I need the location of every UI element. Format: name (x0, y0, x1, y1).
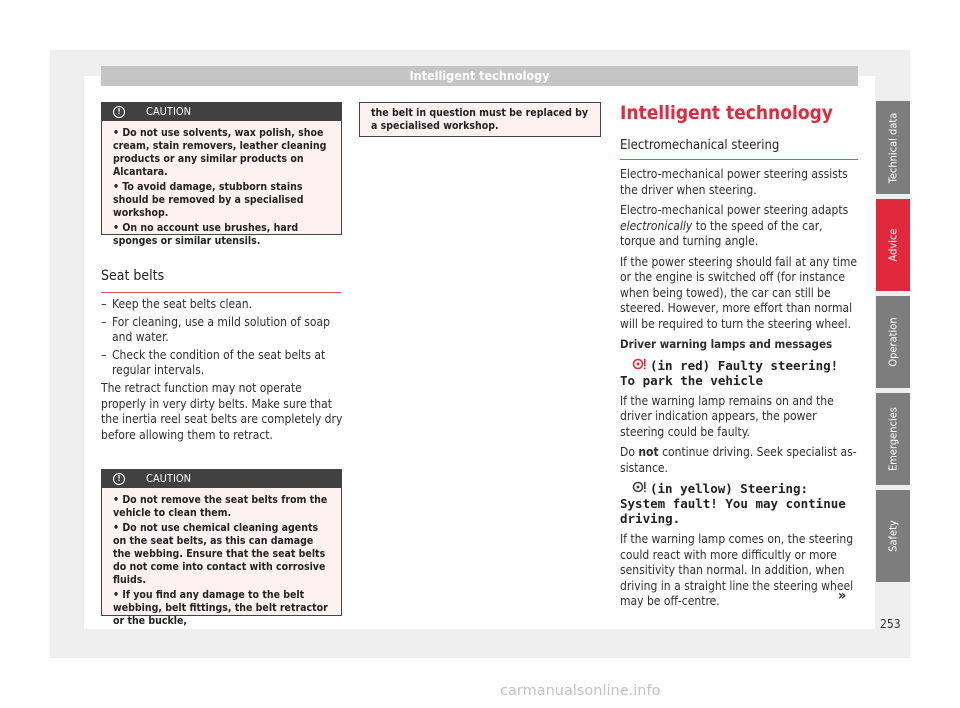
caution-box-continued (359, 102, 601, 137)
caution-body (102, 121, 341, 256)
warning-lamps-heading: Driver warning lamps and messages (620, 337, 833, 351)
paragraph: Electro-mechanical power steering adapts electronically to the speed of the car, torque and turning angle. (620, 203, 849, 248)
running-header: Intelligent technology (101, 66, 858, 86)
paragraph: If the warning lamp remains on and the driver indication appears, the power steering could be faulty. (620, 393, 834, 439)
caution-body (102, 488, 341, 636)
caution-item: • On no account use brushes, hard sponges or similar utensils. (113, 222, 299, 247)
caution-item: • If you find any damage to the belt webbing, belt fittings, the belt retractor or the buckle, (113, 589, 328, 627)
tab-advice[interactable]: Advice (876, 199, 910, 291)
seat-belt-care-list (101, 297, 341, 381)
list-item: – For cleaning, use a mild solution of soap and water. (101, 314, 330, 344)
page-number: 253 (880, 617, 901, 631)
caution-item: • Do not remove the seat belts from the vehicle to clean them. (113, 494, 328, 519)
chapter-title: Intelligent technology (620, 102, 833, 124)
caution-item: • Do not use solvents, wax polish, shoe cream, stain removers, leather cleaning products or any similar products on Alcantara. (113, 127, 327, 178)
red-warning-message: (in red) Faulty steering! To park the vehicle (620, 357, 839, 388)
list-item: – Keep the seat belts clean. (101, 297, 252, 311)
caution-item: • To avoid damage, stubborn stains should be removed by a specialised workshop. (113, 181, 304, 219)
exclamation-icon: ! (113, 106, 125, 118)
retract-paragraph: The retract function may not operate properly in very dirty belts. Make sure that the inertia reel seat belts are completely dry before allowing them to retract. (101, 381, 343, 442)
paragraph: Do not continue driving. Seek specialist assistance. (620, 445, 857, 475)
tab-technical-data[interactable]: Technical data (876, 101, 910, 194)
caution-item: the belt in question must be replaced by a specialised workshop. (371, 107, 589, 132)
steering-warning-red-icon (632, 358, 650, 373)
tab-operation[interactable]: Operation (876, 296, 910, 388)
caution-box-alcantara (101, 102, 342, 247)
steering-warning-yellow-icon (632, 481, 650, 496)
caution-label: CAUTION (146, 472, 192, 485)
tab-safety[interactable]: Safety (876, 490, 910, 582)
tab-emergencies[interactable]: Emergencies (876, 393, 910, 485)
caution-header (102, 103, 341, 121)
paragraph: If the power steering should fail at any time or the engine is switched off (for instance when being towed), the car can still be steered. However, more effort than normal will be required to turn the steering wheel. (620, 254, 858, 331)
watermark: carmanualsonline.info (500, 683, 661, 699)
exclamation-icon: ! (113, 473, 125, 485)
paragraph: If the warning lamp comes on, the steering could react with more difficultly or more sensitivity than normal. In addition, when driving in a straight line the steering wheel may be off-centre. (620, 532, 854, 608)
section-title-steering: Electromechanical steering (620, 138, 858, 160)
list-item: – Check the condition of the seat belts at regular intervals. (101, 347, 326, 377)
caution-box-seat-belts (101, 469, 342, 627)
caution-item: • Do not use chemical cleaning agents on the seat belts, as this can damage the webbing. Ensure that the seat belts do not come into contact with corrosive fluids. (113, 522, 326, 586)
continued-arrow: » (838, 588, 847, 604)
caution-label: CAUTION (146, 105, 192, 118)
paragraph: Electro-mechanical power steering assists the driver when steering. (620, 167, 848, 197)
section-title-seat-belts: Seat belts (101, 268, 341, 293)
steering-content (620, 167, 860, 615)
yellow-warning-message: (in yellow) Steering: System fault! You may continue driving. (620, 481, 846, 526)
caution-header (102, 470, 341, 488)
